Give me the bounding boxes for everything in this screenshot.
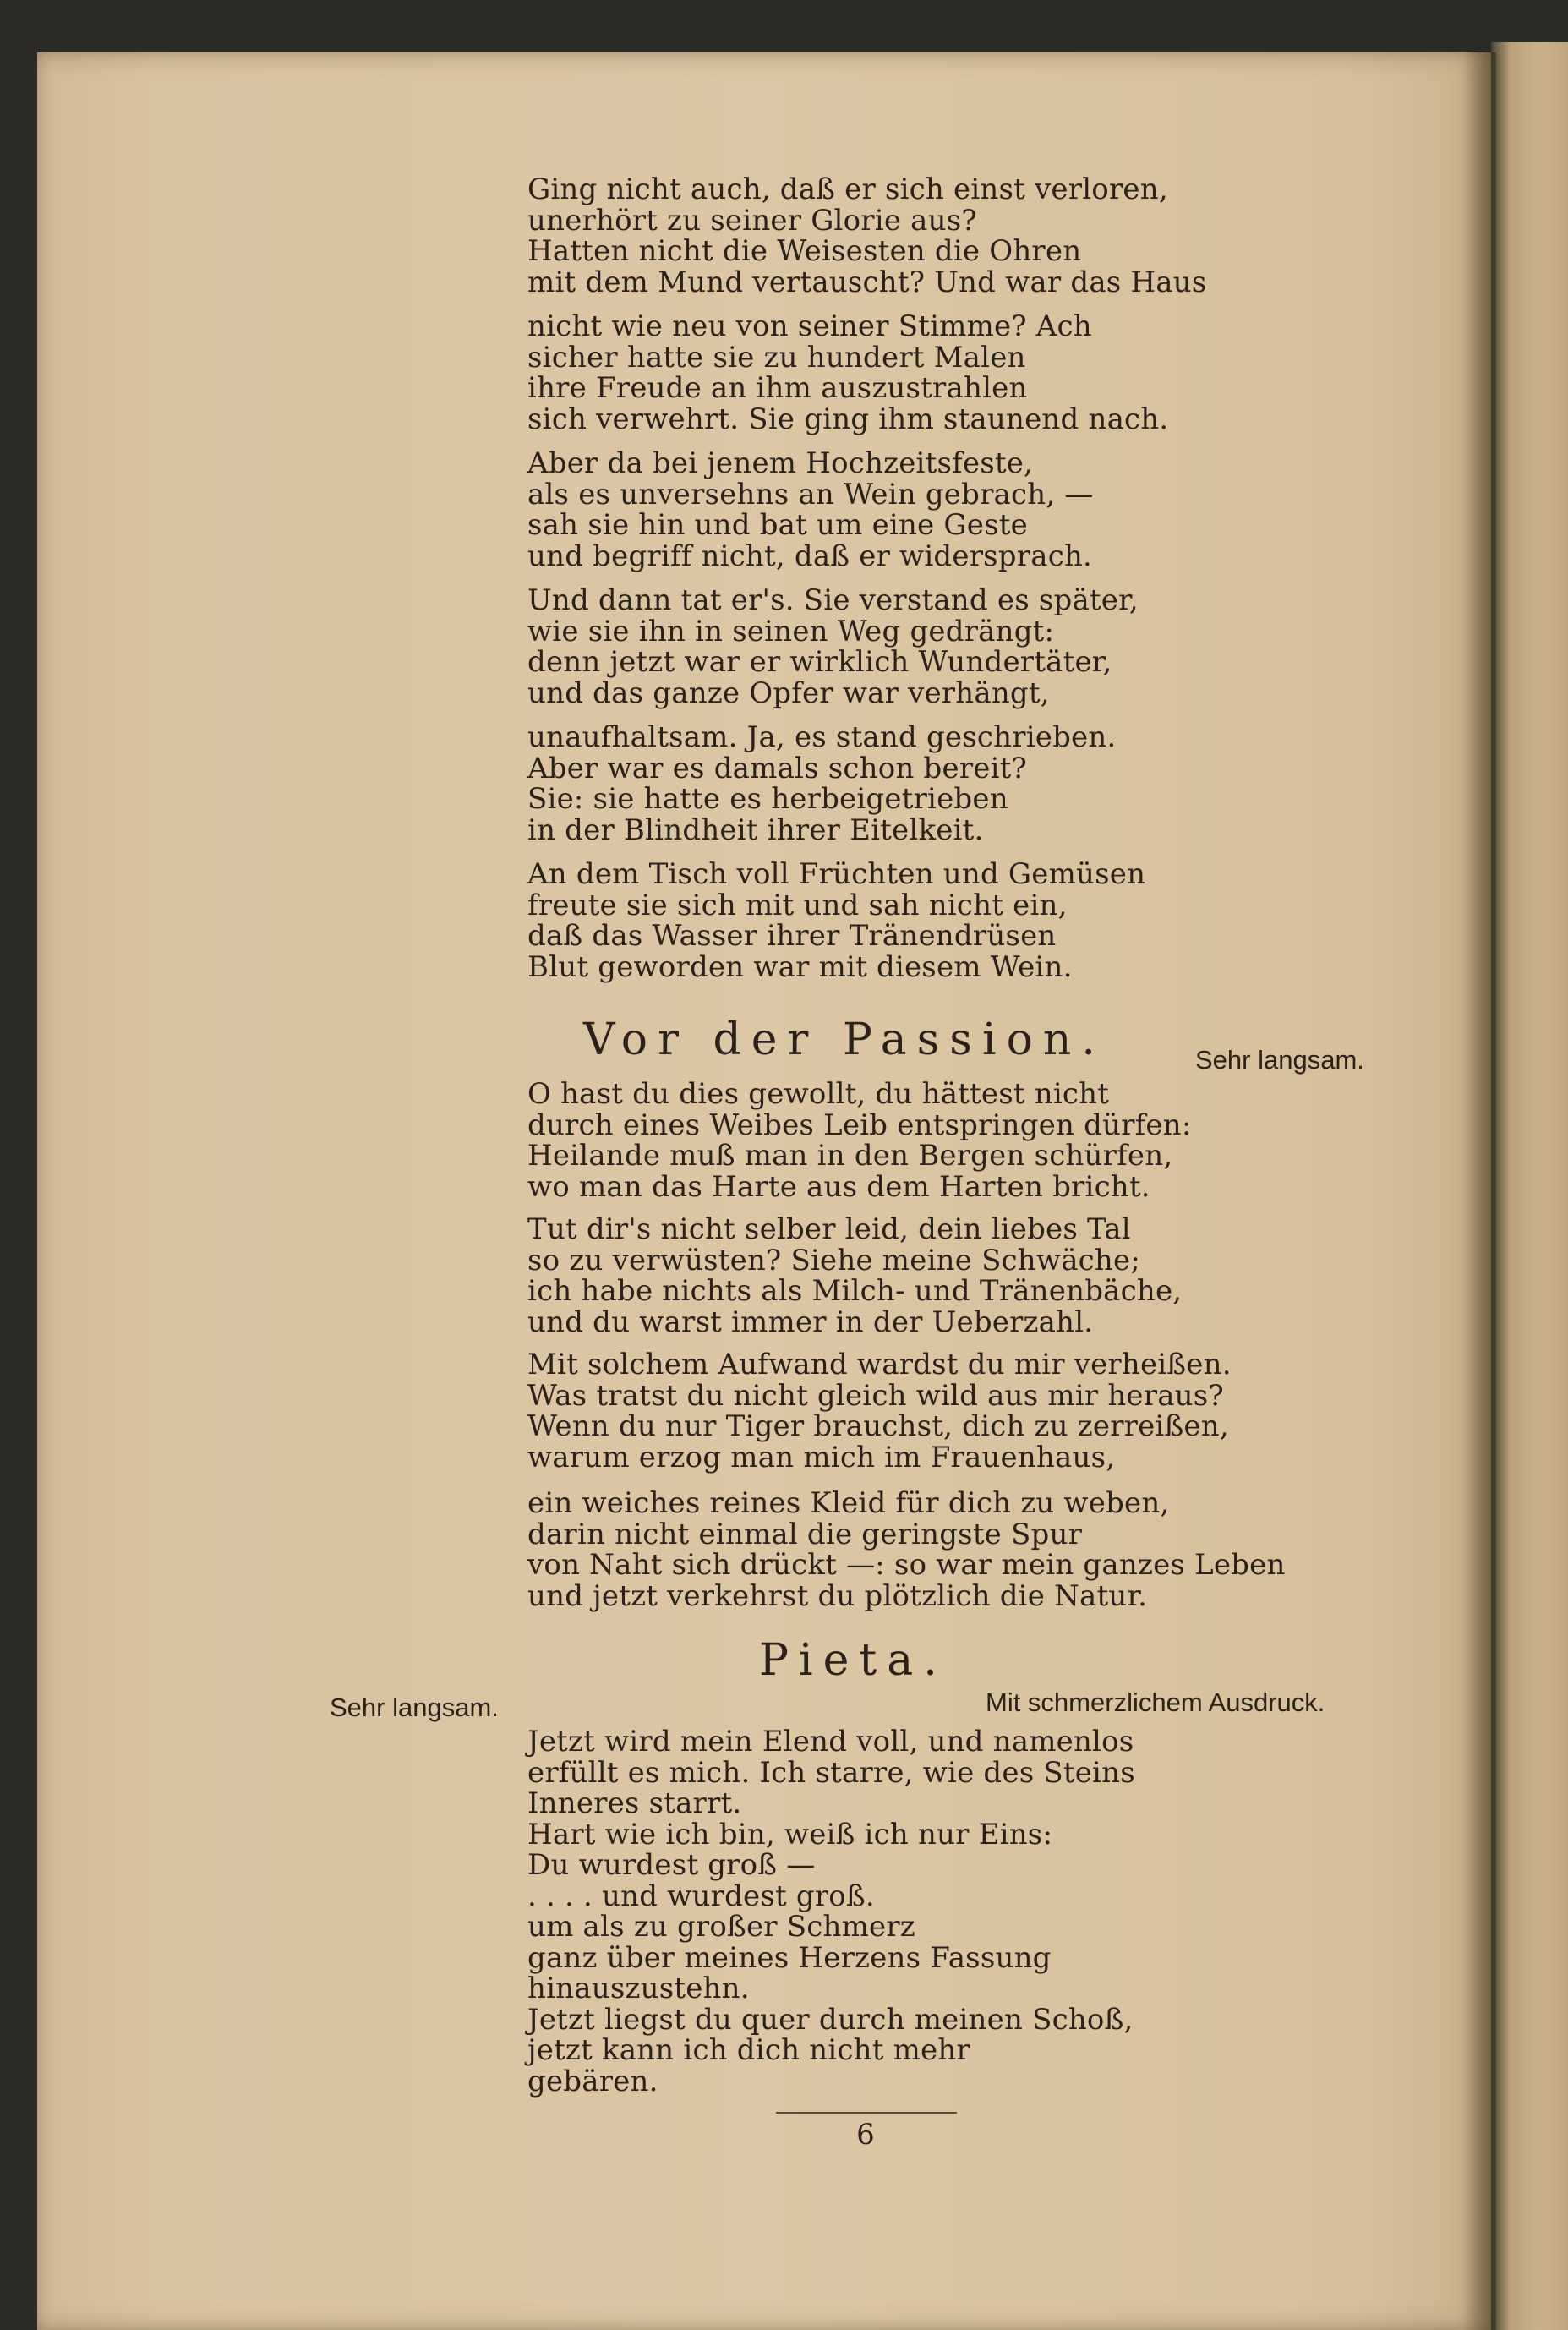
verse-line: jetzt kann ich dich nicht mehr [527, 2033, 970, 2067]
verse-line: Aber war es damals schon bereit? [527, 751, 1027, 785]
verse-line: An dem Tisch voll Früchten und Gemüsen [527, 857, 1146, 891]
verse-line: Mit solchem Aufwand wardst du mir verheißen. [527, 1348, 1232, 1381]
verse-line: Jetzt liegst du quer durch meinen Schoß, [527, 2002, 1134, 2037]
verse-line: Ging nicht auch, daß er sich einst verloren, [527, 172, 1168, 206]
verse-line: unerhört zu seiner Glorie aus? [527, 203, 977, 238]
verse-line: Heilande muß man in den Bergen schürfen, [527, 1139, 1173, 1173]
verse-line: Jetzt wird mein Elend voll, und namenlos [527, 1725, 1134, 1758]
verse-line: Tut dir's nicht selber leid, dein liebes Tal [527, 1212, 1131, 1246]
poem2-stanza-2 [527, 1214, 1373, 1337]
verse-line: als es unversehns an Wein gebrach, — [527, 477, 1094, 511]
poem3-body [527, 1726, 1373, 2097]
verse-line: und jetzt verkehrst du plötzlich die Natur. [527, 1578, 1148, 1613]
verse-line: ich habe nichts als Milch- und Tränenbäche, [527, 1274, 1183, 1308]
verse-line: wo man das Harte aus dem Harten bricht. [527, 1169, 1150, 1204]
poem2-tempo-marking: Sehr langsam. [1195, 1045, 1364, 1075]
verse-line: darin nicht einmal die geringste Spur [527, 1517, 1083, 1551]
verse-line: mit dem Mund vertauscht? Und war das Haus [527, 265, 1207, 299]
verse-line: Hatten nicht die Weisesten die Ohren [527, 234, 1082, 268]
page-number: 6 [856, 2118, 875, 2152]
verse-line: freute sie sich mit und sah nicht ein, [527, 888, 1068, 922]
verse-line: sich verwehrt. Sie ging ihm staunend nach. [527, 402, 1169, 436]
verse-line: von Naht sich drückt —: so war mein ganzes Leben [527, 1548, 1286, 1582]
verse-line: sicher hatte sie zu hundert Malen [527, 340, 1026, 375]
verse-line: so zu verwüsten? Siehe meine Schwäche; [527, 1243, 1140, 1277]
verse-line: um als zu großer Schmerz [527, 1910, 915, 1944]
verse-line: sah sie hin und bat um eine Geste [527, 508, 1028, 542]
poem1-stanza-6 [527, 859, 1373, 982]
poem1-stanza-4 [527, 585, 1373, 708]
verse-line: Wenn du nur Tiger brauchst, dich zu zerreißen, [527, 1409, 1229, 1443]
verse-line: daß das Wasser ihrer Tränendrüsen [527, 919, 1057, 953]
verse-line: in der Blindheit ihrer Eitelkeit. [527, 812, 984, 847]
verse-line: Sie: sie hatte es herbeigetrieben [527, 782, 1008, 816]
poem1-stanza-3 [527, 448, 1373, 572]
poem1-stanza-2 [527, 311, 1373, 435]
verse-line: Hart wie ich bin, weiß ich nur Eins: [527, 1817, 1053, 1851]
verse-line: Aber da bei jenem Hochzeitsfeste, [527, 446, 1034, 480]
verse-line: erfüllt es mich. Ich starre, wie des Steins [527, 1755, 1135, 1790]
verse-line: und begriff nicht, daß er widersprach. [527, 539, 1093, 573]
verse-line: Und dann tat er's. Sie verstand es später, [527, 583, 1139, 617]
poem2-stanza-4 [527, 1488, 1373, 1611]
verse-line: hinauszustehn. [527, 1972, 750, 2005]
poem3-tempo-left: Sehr langsam. [330, 1693, 499, 1722]
verse-line: Was tratst du nicht gleich wild aus mir heraus? [527, 1378, 1224, 1413]
verse-line: und du warst immer in der Ueberzahl. [527, 1304, 1094, 1339]
verse-line: gebären. [527, 2064, 658, 2098]
verse-line: denn jetzt war er wirklich Wundertäter, [527, 645, 1112, 679]
verse-line: wie sie ihn in seinen Weg gedrängt: [527, 614, 1055, 648]
verse-line: ihre Freude an ihm auszustrahlen [527, 371, 1028, 405]
adjacent-page-edge [1491, 42, 1568, 2330]
poem3-title: Pieta. [759, 1635, 948, 1686]
gutter-shadow [1462, 52, 1496, 2330]
poem1-stanza-5 [527, 722, 1373, 845]
page-number-rule [776, 2112, 957, 2114]
poem2-stanza-1 [527, 1079, 1373, 1202]
verse-line: warum erzog man mich im Frauenhaus, [527, 1440, 1116, 1474]
verse-line: Inneres starrt. [527, 1786, 742, 1820]
verse-line: ein weiches reines Kleid für dich zu weben, [527, 1486, 1170, 1520]
poem2-stanza-3 [527, 1349, 1373, 1473]
verse-line: durch eines Weibes Leib entspringen dürfen: [527, 1108, 1192, 1142]
poem2-title: Vor der Passion. [583, 1015, 1106, 1065]
verse-line: und das ganze Opfer war verhängt, [527, 675, 1050, 710]
verse-line: Du wurdest groß — [527, 1848, 816, 1882]
verse-line: nicht wie neu von seiner Stimme? Ach [527, 309, 1092, 343]
verse-line: . . . . und wurdest groß. [527, 1879, 875, 1913]
verse-line: ganz über meines Herzens Fassung [527, 1940, 1052, 1975]
poem3-tempo-right: Mit schmerzlichem Ausdruck. [986, 1687, 1325, 1717]
verse-line: unaufhaltsam. Ja, es stand geschrieben. [527, 720, 1117, 754]
verse-line: Blut geworden war mit diesem Wein. [527, 949, 1073, 984]
verse-line: O hast du dies gewollt, du hättest nicht [527, 1077, 1110, 1111]
poem1-stanza-1 [527, 174, 1373, 298]
